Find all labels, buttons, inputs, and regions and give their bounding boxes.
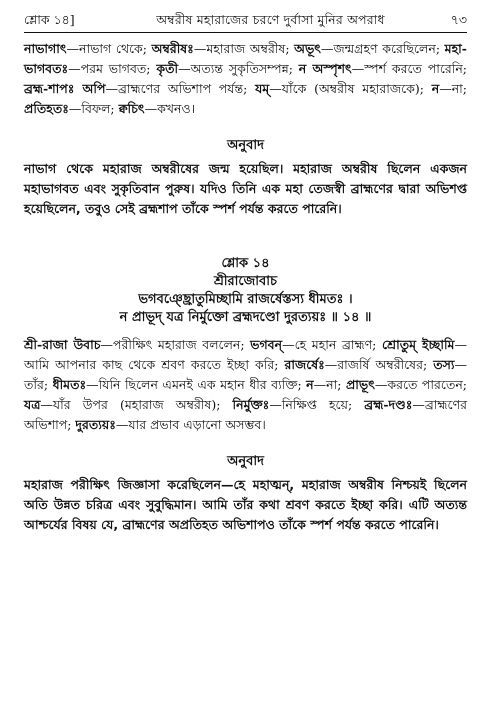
synonym-term: যত্র — [24, 397, 41, 412]
synonym-term: যম্ — [255, 81, 270, 96]
synonym-meaning: আমি আপনার কাছ থেকে শ্রবণ করতে ইচ্ছা করি; — [24, 357, 285, 372]
synonym-meaning: বিফল; — [81, 101, 119, 116]
synonym-meaning: নাভাগ থেকে; — [79, 41, 152, 56]
synonym-meaning: যিনি ছিলেন এমনই এক মহান ধীর ব্যক্তি; — [98, 377, 307, 392]
synonym-term: ভগবন্ — [250, 337, 283, 352]
synonym-meaning: ব্রাহ্মণের অভিশাপ; — [24, 397, 468, 432]
synonym-term: শ্রোতুম্ ইচ্ছামি — [381, 337, 455, 352]
synonym-meaning: কখনও। — [157, 101, 196, 116]
synonym-meaning: নিক্ষিপ্ত হয়ে; — [281, 397, 365, 412]
synonyms-paragraph-2: শ্রী-রাজা উবাচ—পরীক্ষিৎ মহারাজ বললেন; ভগবন্—হে মহান ব্রাহ্মণ; শ্রোতুম্ ইচ্ছামি—আমি আপনার কাছ থেকে শ্রবণ করতে ইচ্ছা করি; রাজর্ষেঃ—রাজর্ষি অম্বরীষের; তস্য—তাঁর; ধীমতঃ—যিনি ছিলেন এমনই এক মহান ধীর ব্যক্তি; ন—না; প্রাভূৎ—করতে পারতেন; যত্র—যাঁর উপর (মহারাজ অম্বরীষ); নির্মুক্তঃ—নিক্ষিপ্ত হয়ে; ব্রহ্ম-দণ্ডঃ—ব্রাহ্মণের অভিশাপ; দুরত্যয়ঃ—যার প্রভাব এড়ানো অসম্ভব। — [24, 337, 468, 432]
synonym-meaning: যাঁকে (অম্বরীষ মহারাজকে); — [281, 81, 432, 96]
synonym-meaning: স্পর্শ করতে পারেনি; — [364, 61, 467, 76]
synonym-term: ন অস্পৃশৎ — [298, 61, 352, 76]
synonym-meaning: হে মহান ব্রাহ্মণ; — [294, 337, 382, 352]
translation-heading-1: অনুবাদ — [227, 138, 264, 153]
synonym-meaning: অত্যন্ত সুকৃতিসম্পন্ন; — [190, 61, 299, 76]
verse-reference: শ্লোক ১৪] — [24, 12, 75, 27]
chapter-title: অম্বরীষ মহারাজের চরণে দুর্বাসা মুনির অপরাধ — [156, 12, 385, 27]
synonym-term: দুরত্যয়ঃ — [75, 417, 116, 432]
verse-speaker: শ্রীরাজোবাচ — [213, 274, 278, 289]
synonym-term: ব্রহ্ম-শাপঃ অপি — [24, 81, 106, 96]
synonym-meaning: যাঁর উপর (মহারাজ অম্বরীষ); — [52, 397, 233, 412]
verse-line-2: ন প্রাভূদ্ যত্র নির্মুক্তো ব্রহ্মদণ্ডো দুরত্যয়ঃ ॥ ১৪ ॥ — [119, 310, 372, 325]
synonym-term: প্রাভূৎ — [345, 377, 375, 392]
translation-paragraph-1: নাভাগ থেকে মহারাজ অম্বরীষের জন্ম হয়েছিল। মহারাজ অম্বরীষ ছিলেন একজন মহাভাগবত এবং সুকৃতিবান পুরুষ। যদিও তিনি এক মহা তেজস্বী ব্রাহ্মণের দ্বারা অভিশপ্ত হয়েছিলেন, তবুও সেই ব্রহ্মশাপ তাঁকে স্পর্শ পর্যন্ত করতে পারেনি। — [24, 161, 467, 216]
synonym-term: নির্মুক্তঃ — [232, 397, 270, 412]
synonym-term: মহা-ভাগবতঃ — [24, 41, 467, 76]
synonym-term: অভূৎ — [294, 41, 321, 56]
synonym-term: ন — [431, 81, 440, 96]
synonym-meaning: যার প্রভাব এড়ানো অসম্ভব। — [128, 417, 266, 432]
synonym-meaning: ব্রাহ্মণের অভিশাপ পর্যন্ত; — [117, 81, 256, 96]
translation-paragraph-2: মহারাজ পরীক্ষিৎ জিজ্ঞাসা করেছিলেন—হে মহাত্মন্, মহারাজ অম্বরীষ নিশ্চয়ই ছিলেন অতি উন্নত চরিত্র এবং সুবুদ্ধিমান। আমি তাঁর কথা শ্রবণ করতে ইচ্ছা করি। এটি অত্যন্ত আশ্চর্যের বিষয় যে, ব্রাহ্মণের অপ্রতিহত অভিশাপও তাঁকে স্পর্শ পর্যন্ত করতে পারেনি। — [24, 477, 467, 532]
synonym-term: ধীমতঃ — [52, 377, 87, 392]
synonym-meaning: করতে পারতেন; — [387, 377, 467, 392]
synonym-term: ব্রহ্ম-দণ্ডঃ — [364, 397, 413, 412]
synonyms-paragraph-1: নাভাগাৎ—নাভাগ থেকে; অম্বরীষঃ—মহারাজ অম্বরীষ; অভূৎ—জন্মগ্রহণ করেছিলেন; মহা-ভাগবতঃ—পরম ভাগবত; কৃতী—অত্যন্ত সুকৃতিসম্পন্ন; ন অস্পৃশৎ—স্পর্শ করতে পারেনি; ব্রহ্ম-শাপঃ অপি—ব্রাহ্মণের অভিশাপ পর্যন্ত; যম্—যাঁকে (অম্বরীষ মহারাজকে); ন—না; প্রতিহতঃ—বিফল; ক্বচিৎ—কখনও। — [24, 41, 467, 116]
synonym-meaning: রাজর্ষি অম্বরীষের; — [337, 357, 434, 372]
page-number: ৭৩ — [450, 12, 467, 27]
synonym-term: ক্বচিৎ — [118, 101, 145, 116]
synonym-meaning: না; — [451, 81, 467, 96]
synonym-term: কৃতী — [156, 61, 179, 76]
running-head — [24, 0, 467, 28]
synonym-term: নাভাগাৎ — [24, 41, 67, 56]
synonym-meaning: না; — [326, 377, 346, 392]
synonym-meaning: পরম ভাগবত; — [80, 61, 157, 76]
verse-line-1: ভগবঞ্ছ্রোতুমিচ্ছামি রাজর্ষেস্তস্য ধীমতঃ । — [138, 292, 353, 307]
synonym-meaning: পরীক্ষিৎ মহারাজ বললেন; — [113, 337, 251, 352]
synonym-term: অম্বরীষঃ — [151, 41, 194, 56]
synonym-meaning: তাঁর; — [24, 377, 53, 392]
synonym-term: রাজর্ষেঃ — [284, 357, 325, 372]
synonym-term: ন — [306, 377, 314, 392]
synonym-term: তস্য — [433, 357, 455, 372]
synonym-term: প্রতিহতঃ — [24, 101, 69, 116]
header-rule — [24, 32, 467, 33]
verse-heading: শ্লোক ১৪ — [221, 256, 270, 271]
translation-heading-2: অনুবাদ — [227, 454, 264, 469]
synonym-meaning: মহারাজ অম্বরীষ; — [206, 41, 295, 56]
synonym-term: শ্রী-রাজা উবাচ — [24, 337, 101, 352]
synonym-meaning: জন্মগ্রহণ করেছিলেন; — [333, 41, 445, 56]
